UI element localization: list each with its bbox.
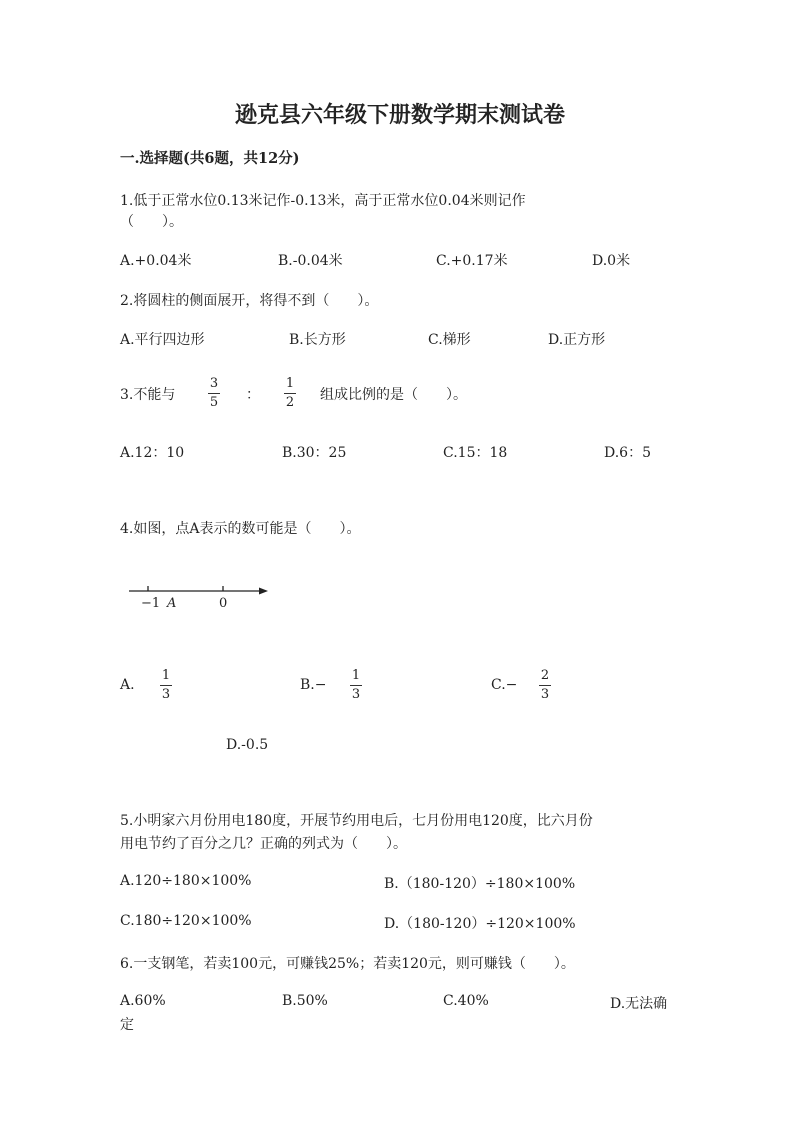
fraction-numerator: 1 bbox=[161, 668, 171, 683]
fraction-two-thirds bbox=[539, 668, 551, 703]
question-5-line-1: 5.小明家六月份用电180度，开展节约用电后，七月份用电120度，比六月份 bbox=[120, 813, 593, 829]
question-3-prefix: 3.不能与 bbox=[120, 387, 176, 403]
page-title: 逊克县六年级下册数学期末测试卷 bbox=[234, 102, 565, 128]
q6-option-b[interactable]: B.50% bbox=[282, 993, 328, 1009]
fraction-denominator: 5 bbox=[209, 395, 219, 410]
q5-option-c[interactable]: C.180÷120×100% bbox=[120, 913, 252, 929]
fraction-denominator: 3 bbox=[540, 687, 550, 702]
q6-option-d-wrap: 定 bbox=[120, 1017, 134, 1033]
q4-option-d[interactable]: D.-0.5 bbox=[226, 737, 269, 753]
q4-option-a-prefix: A. bbox=[120, 677, 135, 693]
q1-option-a[interactable]: A.+0.04米 bbox=[120, 253, 192, 269]
q2-option-d[interactable]: D.正方形 bbox=[548, 332, 606, 348]
label-point-a: A bbox=[167, 596, 177, 611]
question-1-line-1: 1.低于正常水位0.13米记作-0.13米，高于正常水位0.04米则记作 bbox=[120, 193, 526, 209]
q1-option-b[interactable]: B.-0.04米 bbox=[278, 253, 343, 269]
q4-option-c-prefix: C.− bbox=[491, 677, 518, 693]
q3-option-b[interactable]: B.30：25 bbox=[282, 445, 347, 461]
fraction-numerator: 1 bbox=[285, 376, 295, 391]
q3-option-a[interactable]: A.12：10 bbox=[120, 445, 185, 461]
fraction-numerator: 1 bbox=[351, 668, 361, 683]
fraction-denominator: 2 bbox=[285, 395, 295, 410]
q6-option-d[interactable]: D.无法确 bbox=[610, 996, 668, 1012]
fraction-numerator: 2 bbox=[540, 668, 550, 683]
question-5-line-2: 用电节约了百分之几？正确的列式为（ ）。 bbox=[120, 836, 407, 852]
question-4-text: 4.如图，点A表示的数可能是（ ）。 bbox=[120, 521, 361, 537]
q2-option-a[interactable]: A.平行四边形 bbox=[120, 332, 205, 348]
question-2-text: 2.将圆柱的侧面展开，将得不到（ ）。 bbox=[120, 293, 379, 309]
q3-option-c[interactable]: C.15：18 bbox=[443, 445, 508, 461]
q5-option-a[interactable]: A.120÷180×100% bbox=[120, 873, 252, 889]
fraction-one-third bbox=[350, 668, 362, 703]
q6-option-a[interactable]: A.60% bbox=[120, 993, 166, 1009]
ratio-colon: ： bbox=[246, 387, 260, 403]
q6-option-c[interactable]: C.40% bbox=[443, 993, 489, 1009]
question-1-line-2: （ ）。 bbox=[120, 214, 183, 230]
arrow-icon bbox=[259, 588, 268, 595]
q2-option-c[interactable]: C.梯形 bbox=[428, 332, 471, 348]
q3-option-d[interactable]: D.6：5 bbox=[604, 445, 651, 461]
number-line-figure bbox=[120, 578, 280, 612]
label-zero: 0 bbox=[219, 596, 228, 611]
q5-option-d[interactable]: D.（180-120）÷120×100% bbox=[384, 916, 576, 932]
fraction-one-third bbox=[160, 668, 172, 703]
fraction-three-fifths bbox=[208, 376, 220, 411]
q1-option-c[interactable]: C.+0.17米 bbox=[436, 253, 508, 269]
q5-option-b[interactable]: B.（180-120）÷180×100% bbox=[384, 876, 576, 892]
question-3-suffix: 组成比例的是（ ）。 bbox=[320, 387, 467, 403]
q4-option-b-prefix: B.− bbox=[300, 677, 327, 693]
fraction-bar bbox=[160, 685, 172, 686]
fraction-denominator: 3 bbox=[161, 687, 171, 702]
fraction-bar bbox=[284, 393, 296, 394]
question-6-text: 6.一支钢笔，若卖100元，可赚钱25%；若卖120元，则可赚钱（ ）。 bbox=[120, 956, 575, 972]
fraction-bar bbox=[208, 393, 220, 394]
q1-option-d[interactable]: D.0米 bbox=[592, 253, 631, 269]
fraction-denominator: 3 bbox=[351, 687, 361, 702]
fraction-one-half bbox=[284, 376, 296, 411]
label-neg1: −1 bbox=[141, 596, 161, 611]
section-heading: 一.选择题(共6题，共12分) bbox=[120, 150, 300, 167]
fraction-bar bbox=[350, 685, 362, 686]
fraction-numerator: 3 bbox=[209, 376, 219, 391]
fraction-bar bbox=[539, 685, 551, 686]
q2-option-b[interactable]: B.长方形 bbox=[289, 332, 346, 348]
